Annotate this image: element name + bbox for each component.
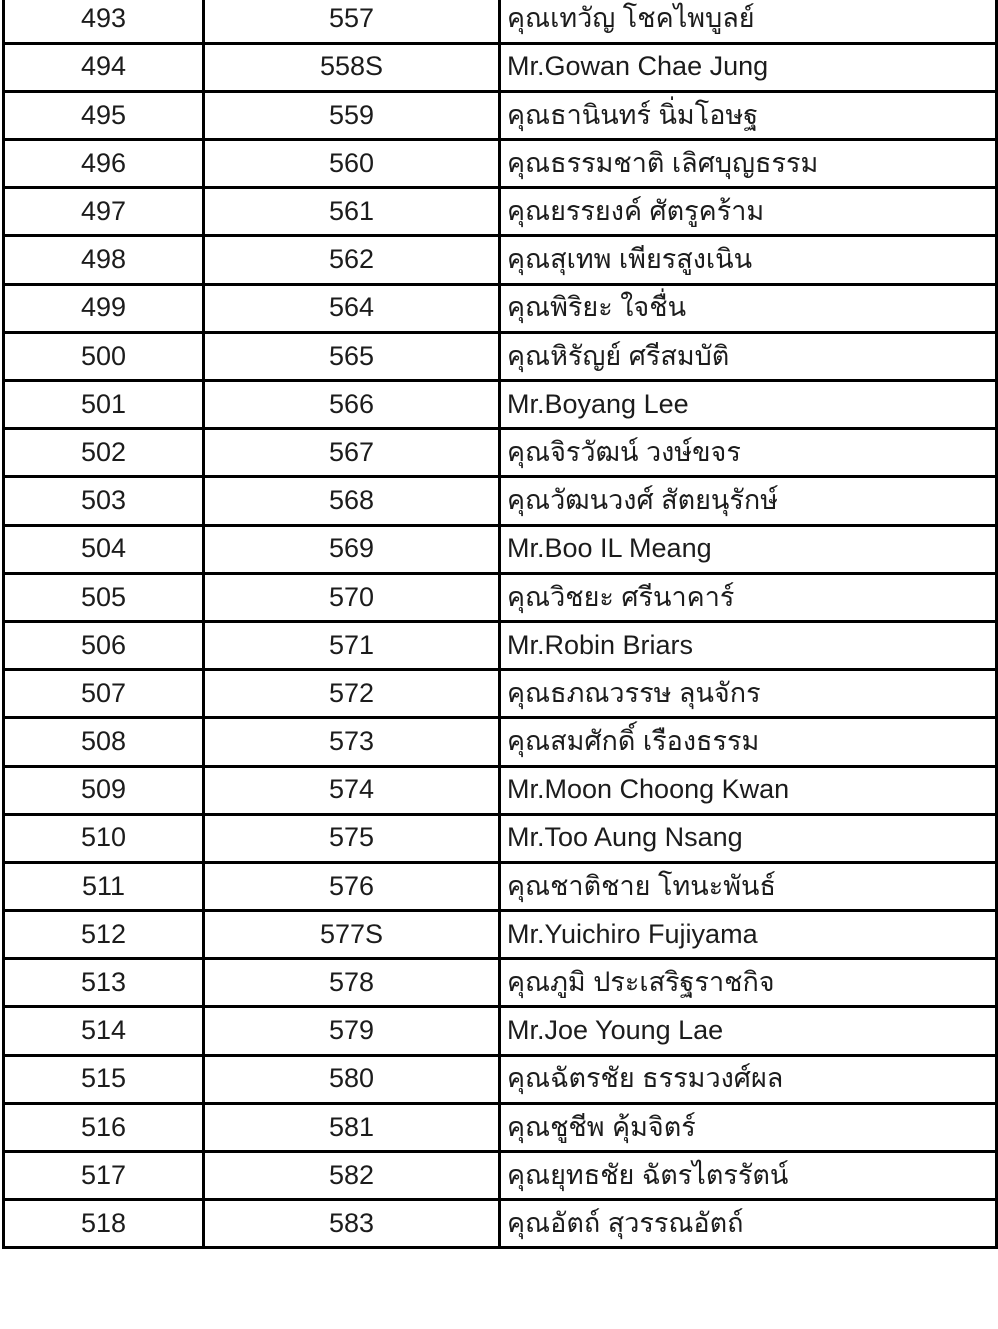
table-row [4,43,997,91]
member-name-cell: คุณธรรมชาติ เลิศบุญธรรม [500,140,997,188]
row-number-cell: 500 [4,332,204,380]
member-number-cell: 583 [204,1200,500,1248]
row-number-cell: 503 [4,477,204,525]
member-number-cell: 560 [204,140,500,188]
member-name-cell: คุณอัตถ์ สุวรรณอัตถ์ [500,1200,997,1248]
table-row [4,236,997,284]
member-name-cell: คุณพิริยะ ใจชื่น [500,284,997,332]
member-name-cell: คุณเทวัญ โชคไพบูลย์ [500,0,997,43]
member-name-cell: Mr.Too Aung Nsang [500,814,997,862]
table-row [4,911,997,959]
row-number-cell: 518 [4,1200,204,1248]
table-row [4,525,997,573]
member-name-cell: Mr.Gowan Chae Jung [500,43,997,91]
row-number-cell: 510 [4,814,204,862]
table-row [4,332,997,380]
member-name-cell: Mr.Yuichiro Fujiyama [500,911,997,959]
member-name-cell: Mr.Boyang Lee [500,381,997,429]
member-name-cell: คุณสุเทพ เพียรสูงเนิน [500,236,997,284]
member-number-cell: 575 [204,814,500,862]
member-name-cell: คุณฉัตรชัย ธรรมวงศ์ผล [500,1055,997,1103]
table-row [4,862,997,910]
row-number-cell: 513 [4,959,204,1007]
table-row [4,670,997,718]
row-number-cell: 509 [4,766,204,814]
row-number-cell: 517 [4,1152,204,1200]
member-number-cell: 559 [204,91,500,139]
member-number-cell: 562 [204,236,500,284]
table-row [4,477,997,525]
row-number-cell: 499 [4,284,204,332]
member-name-cell: คุณชูชีพ คุ้มจิตร์ [500,1103,997,1151]
table-row [4,1200,997,1248]
table-row [4,140,997,188]
member-number-cell: 577S [204,911,500,959]
member-name-cell: Mr.Robin Briars [500,621,997,669]
member-name-cell: คุณยุทธชัย ฉัตรไตรรัตน์ [500,1152,997,1200]
member-name-cell: Mr.Moon Choong Kwan [500,766,997,814]
member-number-cell: 571 [204,621,500,669]
row-number-cell: 502 [4,429,204,477]
row-number-cell: 514 [4,1007,204,1055]
member-number-cell: 582 [204,1152,500,1200]
table-row [4,284,997,332]
row-number-cell: 497 [4,188,204,236]
member-number-cell: 580 [204,1055,500,1103]
member-number-cell: 568 [204,477,500,525]
member-number-cell: 564 [204,284,500,332]
member-name-cell: Mr.Joe Young Lae [500,1007,997,1055]
member-number-cell: 573 [204,718,500,766]
row-number-cell: 496 [4,140,204,188]
table-row [4,718,997,766]
table-row [4,621,997,669]
row-number-cell: 498 [4,236,204,284]
member-name-cell: Mr.Boo IL Meang [500,525,997,573]
member-number-cell: 566 [204,381,500,429]
table-row [4,429,997,477]
row-number-cell: 506 [4,621,204,669]
roster-table [2,0,998,1249]
member-name-cell: คุณชาติชาย โทนะพันธ์ [500,862,997,910]
member-name-cell: คุณธานินทร์ นิ่มโอษฐ [500,91,997,139]
table-row [4,766,997,814]
table-row [4,814,997,862]
member-name-cell: คุณสมศักดิ์ เรืองธรรม [500,718,997,766]
table-row [4,1103,997,1151]
row-number-cell: 505 [4,573,204,621]
member-name-cell: คุณวิชยะ ศรีนาคาร์ [500,573,997,621]
row-number-cell: 501 [4,381,204,429]
table-row [4,1055,997,1103]
member-name-cell: คุณจิรวัฒน์ วงษ์ขจร [500,429,997,477]
member-number-cell: 567 [204,429,500,477]
row-number-cell: 493 [4,0,204,43]
member-number-cell: 581 [204,1103,500,1151]
table-row [4,381,997,429]
member-number-cell: 565 [204,332,500,380]
member-number-cell: 561 [204,188,500,236]
member-number-cell: 578 [204,959,500,1007]
roster-table-body [4,0,997,1248]
row-number-cell: 512 [4,911,204,959]
table-row [4,573,997,621]
row-number-cell: 507 [4,670,204,718]
row-number-cell: 511 [4,862,204,910]
member-name-cell: คุณวัฒนวงศ์ สัตยนุรักษ์ [500,477,997,525]
table-row [4,1152,997,1200]
member-number-cell: 570 [204,573,500,621]
table-row [4,188,997,236]
row-number-cell: 508 [4,718,204,766]
member-name-cell: คุณยรรยงค์ ศัตรูคร้าม [500,188,997,236]
member-number-cell: 572 [204,670,500,718]
member-number-cell: 569 [204,525,500,573]
member-number-cell: 558S [204,43,500,91]
row-number-cell: 515 [4,1055,204,1103]
table-row [4,1007,997,1055]
member-number-cell: 576 [204,862,500,910]
member-name-cell: คุณธภณวรรษ ลุนจักร [500,670,997,718]
row-number-cell: 494 [4,43,204,91]
table-row [4,959,997,1007]
member-name-cell: คุณหิรัญย์ ศรีสมบัติ [500,332,997,380]
row-number-cell: 504 [4,525,204,573]
table-row [4,0,997,43]
row-number-cell: 516 [4,1103,204,1151]
member-name-cell: คุณภูมิ ประเสริฐราชกิจ [500,959,997,1007]
row-number-cell: 495 [4,91,204,139]
table-row [4,91,997,139]
member-number-cell: 574 [204,766,500,814]
member-number-cell: 557 [204,0,500,43]
member-number-cell: 579 [204,1007,500,1055]
